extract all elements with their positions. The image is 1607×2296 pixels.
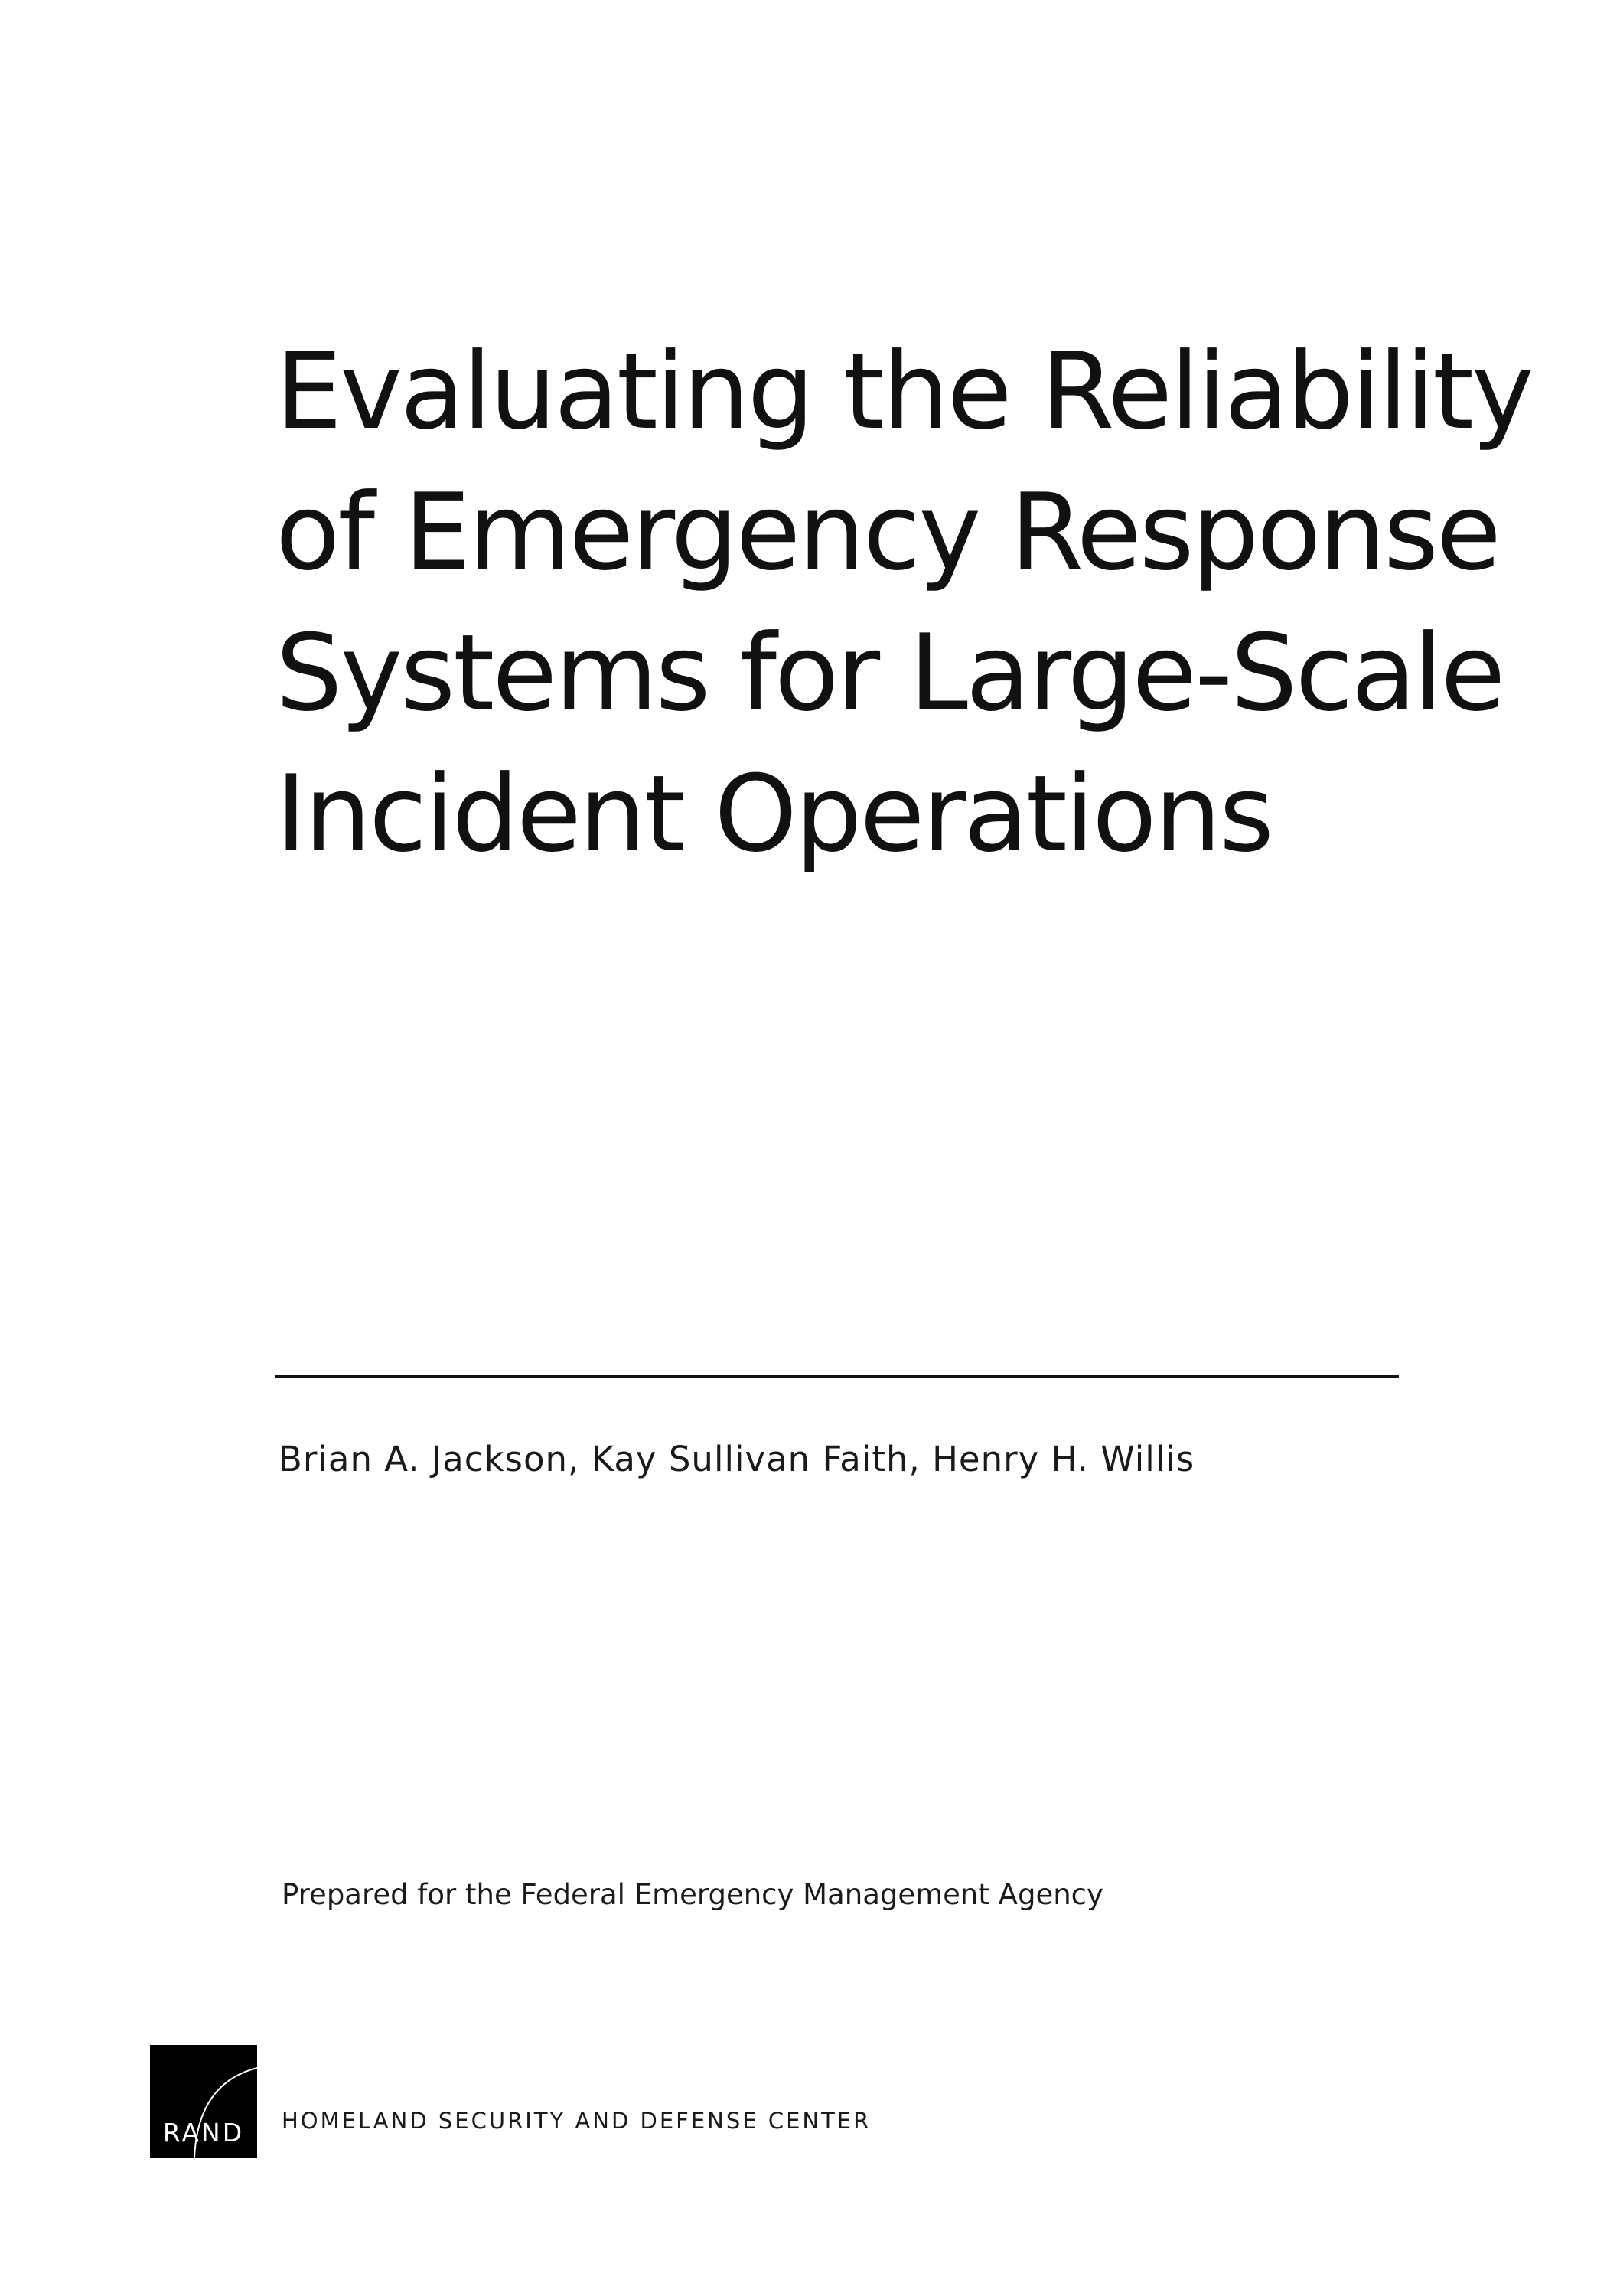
prepared-for-line: Prepared for the Federal Emergency Management Agency — [282, 1878, 1103, 1911]
logo-text: RAND — [162, 2118, 245, 2148]
title-line-1: Evaluating the Reliability — [275, 330, 1532, 453]
title-line-2: of Emergency Response — [275, 471, 1499, 594]
center-name: HOMELAND SECURITY AND DEFENSE CENTER — [282, 2108, 872, 2134]
title-line-3: Systems for Large-Scale — [275, 612, 1504, 735]
divider-rule — [275, 1375, 1399, 1378]
title-line-4: Incident Operations — [275, 752, 1272, 876]
author-list: Brian A. Jackson, Kay Sullivan Faith, Henry H. Willis — [279, 1439, 1195, 1479]
report-title — [275, 321, 1532, 885]
rand-logo — [150, 2045, 257, 2158]
